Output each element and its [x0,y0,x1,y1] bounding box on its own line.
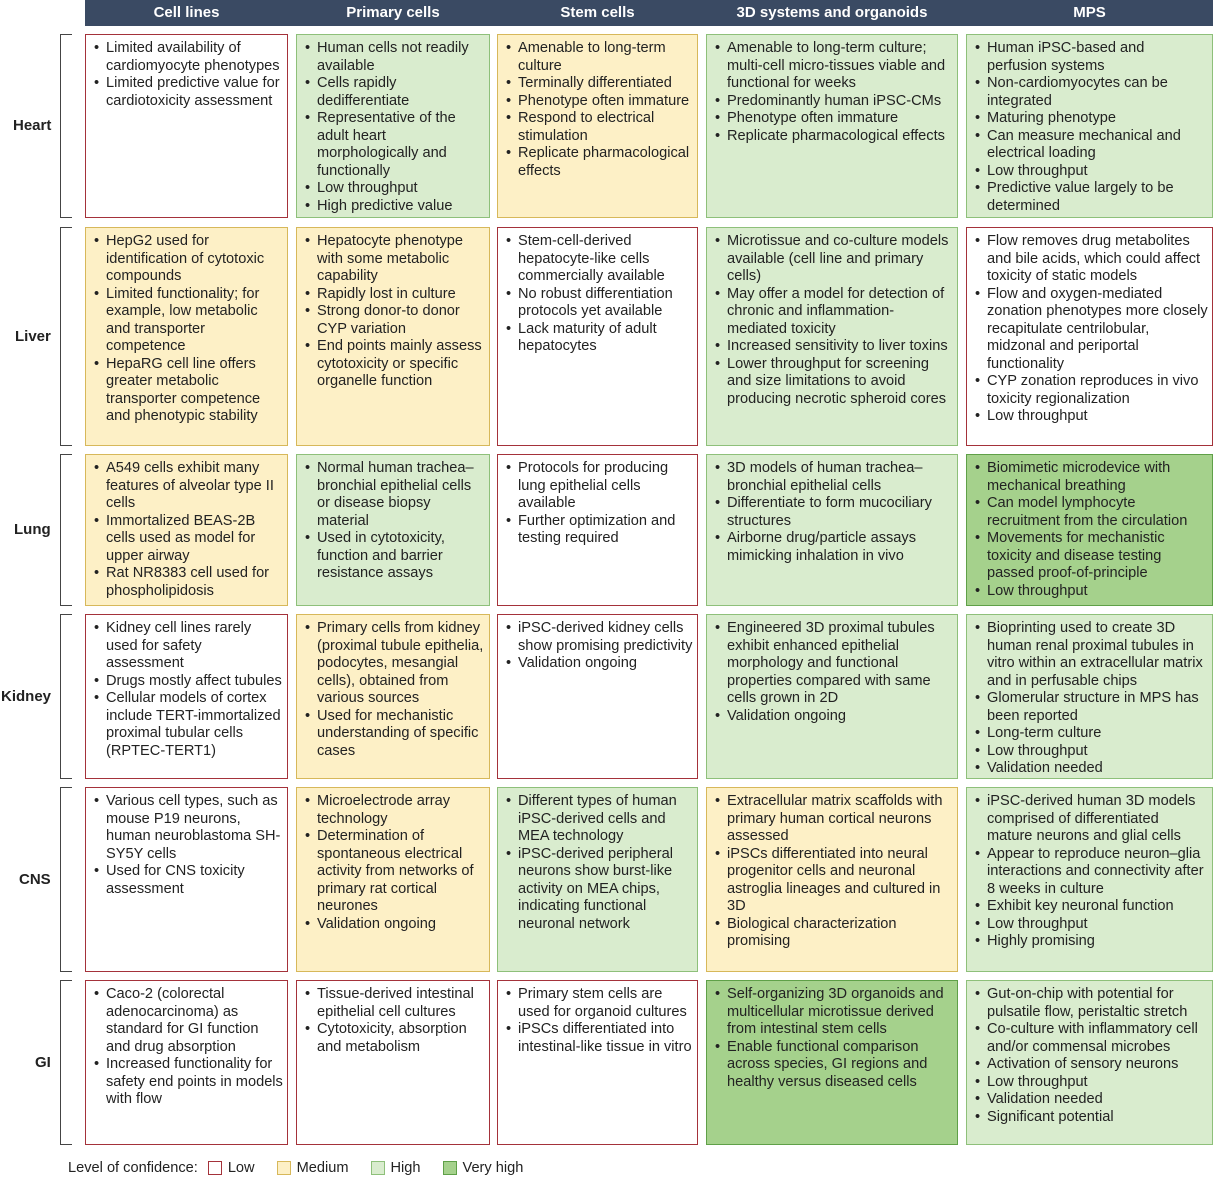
bullet-item: • Exhibit key neuronal function [975,898,1208,916]
legend-item-very-high [443,1160,524,1176]
legend-swatch-high [371,1161,385,1175]
cell-cns-cell-lines [85,787,288,972]
cell-heart-cell-lines [85,34,288,218]
cell-kidney-stem-cells [497,614,698,779]
row-bracket [60,34,72,218]
bullet-item: • Tissue-derived intestinal epithelial cell cultures [305,986,485,1021]
bullet-item: • Validation needed [975,760,1208,778]
cell-liver-mps [966,227,1213,446]
legend-item-high [371,1160,421,1176]
bullet-item: • iPSC-derived human 3D models comprised of differentiated mature neurons and glial cells [975,793,1208,846]
legend-text: Medium [296,1160,349,1176]
column-header-3d-systems-and-organoids: 3D systems and organoids [736,4,928,21]
cell-lung-cell-lines [85,454,288,606]
cell-gi-mps [966,980,1213,1145]
bullet-list [715,40,953,145]
bullet-item: • Cells rapidly dedifferentiate [305,75,485,110]
bullet-item: • iPSC-derived peripheral neurons show burst-like activity on MEA chips, indicating functional neuronal network [506,846,693,934]
cell-kidney-primary-cells [296,614,490,779]
bullet-item: • Flow and oxygen-mediated zonation phenotypes more closely recapitulate centrilobular, midzonal and periportal functionality [975,286,1208,374]
bullet-item: • Low throughput [975,916,1208,934]
bullet-item: • Flow removes drug metabolites and bile acids, which could affect toxicity of static models [975,233,1208,286]
bullet-item: • HepG2 used for identification of cytotoxic compounds [94,233,283,286]
legend [68,1158,545,1178]
bullet-item: • iPSCs differentiated into intestinal-like tissue in vitro [506,1021,693,1056]
bullet-list [975,233,1208,426]
cell-kidney-3d-systems-and-organoids [706,614,958,779]
bullet-item: • Glomerular structure in MPS has been reported [975,690,1208,725]
cell-lung-stem-cells [497,454,698,606]
bullet-item: • Gut-on-chip with potential for pulsatile flow, peristaltic stretch [975,986,1208,1021]
column-header-primary-cells: Primary cells [346,4,440,21]
bullet-item: • Increased functionality for safety end points in models with flow [94,1056,283,1109]
row-label-cns: CNS [19,870,51,888]
cell-heart-mps [966,34,1213,218]
bullet-item: • Rapidly lost in culture [305,286,485,304]
bullet-list [715,793,953,951]
bullet-list [506,793,693,933]
bullet-item: • Amenable to long-term culture [506,40,693,75]
bullet-list [506,620,693,673]
column-header-stem-cells: Stem cells [560,4,635,21]
bullet-item: • Predictive value largely to be determined [975,180,1208,215]
bullet-list [975,40,1208,215]
cell-liver-3d-systems-and-organoids [706,227,958,446]
cell-gi-primary-cells [296,980,490,1145]
legend-text: Very high [462,1160,524,1176]
bullet-item: • Hepatocyte phenotype with some metabolic capability [305,233,485,286]
bullet-item: • Predominantly human iPSC-CMs [715,93,953,111]
bullet-item: • Further optimization and testing required [506,513,693,548]
bullet-list [506,460,693,548]
bullet-item: • Used in cytotoxicity, function and barrier resistance assays [305,530,485,583]
bullet-item: • Limited predictive value for cardiotoxicity assessment [94,75,283,110]
bullet-item: • Increased sensitivity to liver toxins [715,338,953,356]
bullet-item: • Biomimetic microdevice with mechanical breathing [975,460,1208,495]
bullet-item: • Replicate pharmacological effects [506,145,693,180]
row-bracket [60,454,72,606]
row-label-gi: GI [35,1053,51,1071]
bullet-item: • Movements for mechanistic toxicity and disease testing passed proof-of-principle [975,530,1208,583]
bullet-item: • Activation of sensory neurons [975,1056,1208,1074]
bullet-item: • Normal human trachea–bronchial epithelial cells or disease biopsy material [305,460,485,530]
bullet-list [305,620,485,760]
legend-text: Low [227,1160,255,1176]
bullet-item: • Differentiate to form mucociliary structures [715,495,953,530]
bullet-item: • Can measure mechanical and electrical loading [975,128,1208,163]
cell-heart-stem-cells [497,34,698,218]
bullet-item: • Various cell types, such as mouse P19 neurons, human neuroblastoma SH-SY5Y cells [94,793,283,863]
legend-swatch-low [208,1161,222,1175]
bullet-item: • Self-organizing 3D organoids and multicellular microtissue derived from intestinal stem cells [715,986,953,1039]
bullet-item: • Lower throughput for screening and size limitations to avoid producing necrotic spheroid cores [715,356,953,409]
row-bracket [60,614,72,779]
bullet-list [94,233,283,426]
bullet-list [305,233,485,391]
bullet-list [305,986,485,1056]
bullet-item: • Co-culture with inflammatory cell and/or commensal microbes [975,1021,1208,1056]
bullet-list [305,460,485,583]
bullet-item: • Non-cardiomyocytes can be integrated [975,75,1208,110]
legend-item-medium [277,1160,349,1176]
bullet-item: • Low throughput [975,163,1208,181]
bullet-item: • Human cells not readily available [305,40,485,75]
bullet-list [975,986,1208,1126]
bullet-item: • End points mainly assess cytotoxicity or specific organelle function [305,338,485,391]
bullet-item: • Enable functional comparison across species, GI regions and healthy versus diseased cells [715,1039,953,1092]
row-label-liver: Liver [15,327,51,345]
bullet-list [94,40,283,110]
bullet-item: • Primary cells from kidney (proximal tubule epithelia, podocytes, mesangial cells), obtained from various sources [305,620,485,708]
bullet-item: • Low throughput [975,408,1208,426]
bullet-item: • Protocols for producing lung epithelial cells available [506,460,693,513]
row-bracket [60,787,72,972]
bullet-item: • HepaRG cell line offers greater metabolic transporter competence and phenotypic stability [94,356,283,426]
bullet-item: • Long-term culture [975,725,1208,743]
row-label-heart: Heart [13,117,52,134]
bullet-item: • Used for mechanistic understanding of specific cases [305,708,485,761]
row-bracket [60,227,72,446]
column-header-mps: MPS [1073,4,1106,21]
bullet-item: • Immortalized BEAS-2B cells used as model for upper airway [94,513,283,566]
cell-liver-primary-cells [296,227,490,446]
bullet-item: • Terminally differentiated [506,75,693,93]
bullet-list [94,793,283,898]
bullet-item: • Maturing phenotype [975,110,1208,128]
bullet-item: • Replicate pharmacological effects [715,128,953,146]
cell-gi-3d-systems-and-organoids [706,980,958,1145]
legend-swatch-medium [277,1161,291,1175]
bullet-item: • Validation ongoing [305,916,485,934]
bullet-item: • 3D models of human trachea–bronchial epithelial cells [715,460,953,495]
bullet-item: • High predictive value [305,198,485,216]
bullet-list [975,793,1208,951]
bullet-item: • Amenable to long-term culture; multi-cell micro-tissues viable and functional for weeks [715,40,953,93]
column-header-cell-lines: Cell lines [153,4,220,21]
bullet-item: • Significant potential [975,1109,1208,1127]
bullet-item: • Appear to reproduce neuron–glia interactions and connectivity after 8 weeks in culture [975,846,1208,899]
bullet-item: • Stem-cell-derived hepatocyte-like cells commercially available [506,233,693,286]
bullet-item: • Phenotype often immature [715,110,953,128]
bullet-item: • Cytotoxicity, absorption and metabolism [305,1021,485,1056]
bullet-item: • Caco-2 (colorectal adenocarcinoma) as standard for GI function and drug absorption [94,986,283,1056]
bullet-item: • Kidney cell lines rarely used for safety assessment [94,620,283,673]
bullet-item: • Rat NR8383 cell used for phospholipidosis [94,565,283,600]
bullet-item: • Lack maturity of adult hepatocytes [506,321,693,356]
legend-label: Level of confidence: [68,1160,198,1176]
bullet-list [975,620,1208,778]
cell-heart-primary-cells [296,34,490,218]
cell-lung-mps [966,454,1213,606]
bullet-item: • Microelectrode array technology [305,793,485,828]
bullet-list [715,620,953,725]
bullet-item: • May offer a model for detection of chronic and inflammation-mediated toxicity [715,286,953,339]
bullet-item: • Human iPSC-based and perfusion systems [975,40,1208,75]
bullet-item: • Respond to electrical stimulation [506,110,693,145]
bullet-item: • Cellular models of cortex include TERT-immortalized proximal tubular cells (RPTEC-TERT1) [94,690,283,760]
bullet-list [715,460,953,565]
bullet-item: • Used for CNS toxicity assessment [94,863,283,898]
cell-heart-3d-systems-and-organoids [706,34,958,218]
bullet-list [506,986,693,1056]
bullet-list [715,986,953,1091]
bullet-item: • Validation ongoing [715,708,953,726]
bullet-item: • Low throughput [305,180,485,198]
bullet-item: • Bioprinting used to create 3D human renal proximal tubules in vitro within an extracellular matrix and in perfusable chips [975,620,1208,690]
row-label-kidney: Kidney [1,687,52,705]
bullet-list [94,620,283,760]
cell-gi-cell-lines [85,980,288,1145]
bullet-item: • Representative of the adult heart morphologically and functionally [305,110,485,180]
cell-cns-primary-cells [296,787,490,972]
bullet-item: • Limited functionality; for example, low metabolic and transporter competence [94,286,283,356]
legend-swatch-very-high [443,1161,457,1175]
bullet-item: • iPSC-derived kidney cells show promising predictivity [506,620,693,655]
bullet-item: • No robust differentiation protocols yet available [506,286,693,321]
bullet-item: • CYP zonation reproduces in vivo toxicity regionalization [975,373,1208,408]
bullet-list [94,460,283,600]
cell-liver-cell-lines [85,227,288,446]
bullet-list [506,40,693,180]
bullet-list [305,793,485,933]
bullet-item: • Airborne drug/particle assays mimicking inhalation in vivo [715,530,953,565]
bullet-item: • A549 cells exhibit many features of alveolar type II cells [94,460,283,513]
cell-liver-stem-cells [497,227,698,446]
bullet-item: • Validation ongoing [506,655,693,673]
bullet-item: • Limited availability of cardiomyocyte phenotypes [94,40,283,75]
legend-text: High [390,1160,421,1176]
cell-lung-primary-cells [296,454,490,606]
bullet-item: • iPSCs differentiated into neural progenitor cells and neuronal astroglia lineages and cultured in 3D [715,846,953,916]
bullet-item: • Different types of human iPSC-derived cells and MEA technology [506,793,693,846]
legend-item-low [208,1160,255,1176]
bullet-item: • Low throughput [975,743,1208,761]
cell-cns-stem-cells [497,787,698,972]
bullet-item: • Extracellular matrix scaffolds with primary human cortical neurons assessed [715,793,953,846]
bullet-item: • Low throughput [975,1074,1208,1092]
bullet-item: • Highly promising [975,933,1208,951]
bullet-list [715,233,953,408]
bullet-item: • Validation needed [975,1091,1208,1109]
bullet-item: • Drugs mostly affect tubules [94,673,283,691]
cell-cns-mps [966,787,1213,972]
bullet-item: • Microtissue and co-culture models available (cell line and primary cells) [715,233,953,286]
row-bracket [60,980,72,1145]
bullet-item: • Determination of spontaneous electrical activity from networks of primary rat cortical neurones [305,828,485,916]
row-label-lung: Lung [14,521,51,538]
cell-kidney-cell-lines [85,614,288,779]
bullet-item: • Biological characterization promising [715,916,953,951]
bullet-item: • Strong donor-to donor CYP variation [305,303,485,338]
bullet-item: • Engineered 3D proximal tubules exhibit enhanced epithelial morphology and functional properties compared with same cells grown in 2D [715,620,953,708]
cell-cns-3d-systems-and-organoids [706,787,958,972]
bullet-item: • Low throughput [975,583,1208,601]
bullet-item: • Can model lymphocyte recruitment from the circulation [975,495,1208,530]
bullet-list [506,233,693,356]
bullet-list [305,40,485,215]
bullet-item: • Primary stem cells are used for organoid cultures [506,986,693,1021]
cell-kidney-mps [966,614,1213,779]
bullet-list [94,986,283,1109]
cell-gi-stem-cells [497,980,698,1145]
bullet-list [975,460,1208,600]
cell-lung-3d-systems-and-organoids [706,454,958,606]
bullet-item: • Phenotype often immature [506,93,693,111]
